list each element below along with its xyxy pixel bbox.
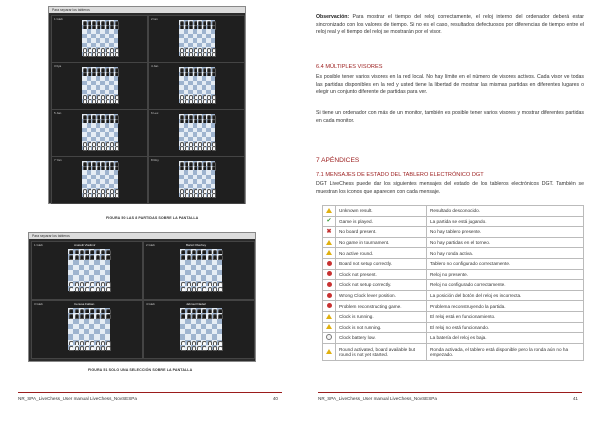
message-spanish: El reloj está en funcionamiento. — [427, 311, 584, 322]
message-english: Clock battery low. — [336, 333, 427, 344]
chess-board — [82, 114, 118, 150]
message-spanish: Ronda activada, el tablero está disponible pero la ronda aún no ha empezado. — [427, 343, 584, 360]
warning-icon — [326, 349, 332, 354]
clock-icon — [326, 334, 332, 340]
status-messages-table — [322, 205, 584, 361]
message-english: Clock is running. — [336, 311, 427, 322]
footer-doc-name: NR_SPA_LiveChess_User manual LiveChess_NovSESPa — [318, 396, 437, 401]
message-spanish: Problema reconstruyendo la partida. — [427, 301, 584, 312]
board-pane-1[interactable] — [51, 15, 148, 63]
board-pane-8[interactable] — [148, 156, 245, 204]
pane-label: 1 Gleb — [54, 17, 63, 21]
table-row — [323, 269, 584, 280]
observation-paragraph — [316, 14, 584, 37]
observation-label: Observación: — [316, 14, 350, 20]
message-english: Clock not setup correctly. — [336, 280, 427, 291]
table-row — [323, 322, 584, 333]
chess-board — [180, 249, 222, 291]
page-number: 40 — [272, 396, 278, 401]
player-name: Jabrouil Naderi — [186, 302, 207, 306]
table-row — [323, 206, 584, 217]
status-icon-cell — [323, 216, 336, 227]
warning-icon — [326, 250, 332, 255]
board-pane-3[interactable] — [51, 62, 148, 110]
status-icon-cell — [323, 269, 336, 280]
message-english: No active round. — [336, 248, 427, 259]
board-pane-4[interactable] — [148, 62, 245, 110]
message-spanish: Reloj no configurado correctamente. — [427, 280, 584, 291]
message-english: No board present. — [336, 227, 427, 238]
section-heading-7-1: 7.1 MENSAJES DE ESTADO DEL TABLERO ELECTRÓNICO DGT — [316, 172, 484, 178]
board-pane-6[interactable] — [148, 109, 245, 157]
figure-8-boards-screenshot — [48, 6, 246, 204]
pane-label: 4 Jan — [151, 64, 159, 68]
pane-label: 2 Gleb — [146, 243, 155, 247]
paragraph-multiple-monitors: Si tiene un ordenador con más de un monitor, también es posible tener varios visores y mostrar diferentes partidas en cada monitor. — [316, 110, 584, 124]
pane-label: 2 Ian — [151, 17, 158, 21]
table-row — [323, 258, 584, 269]
message-english: Wrong Clock lever position. — [336, 290, 427, 301]
chess-board — [179, 161, 215, 197]
table-row — [323, 301, 584, 312]
chess-board — [179, 114, 215, 150]
message-spanish: La batería del reloj es baja. — [427, 333, 584, 344]
message-english: Clock not present. — [336, 269, 427, 280]
chess-board — [82, 20, 118, 56]
table-row — [323, 227, 584, 238]
status-icon-cell — [323, 333, 336, 344]
table-row — [323, 248, 584, 259]
red-dot-icon — [327, 282, 332, 287]
pane-label: 1 Gleb — [34, 243, 43, 247]
message-english: Unknown result. — [336, 206, 427, 217]
status-icon-cell — [323, 343, 336, 360]
status-icon-cell — [323, 237, 336, 248]
status-icon-cell — [323, 280, 336, 291]
red-dot-icon — [327, 303, 332, 308]
message-english: Problem reconstructing game. — [336, 301, 427, 312]
pane-label: 4 Gleb — [146, 302, 155, 306]
chess-board — [179, 20, 215, 56]
chess-board — [179, 67, 215, 103]
board-pane-5[interactable] — [51, 109, 148, 157]
status-icon-cell — [323, 311, 336, 322]
warning-icon — [326, 240, 332, 245]
message-spanish: La partida se está jugando. — [427, 216, 584, 227]
status-icon-cell — [323, 322, 336, 333]
status-icon-cell — [323, 301, 336, 312]
error-x-icon: ✖ — [326, 228, 332, 235]
message-spanish: El reloj no está funcionando. — [427, 322, 584, 333]
chess-board — [68, 249, 110, 291]
section-heading-6-4: 6.4 MÚLTIPLES VISORES — [316, 64, 383, 70]
check-icon: ✔ — [326, 218, 332, 225]
message-spanish: No hay partidas en el torneo. — [427, 237, 584, 248]
board-pane-3[interactable] — [31, 300, 143, 359]
table-row — [323, 280, 584, 291]
chess-board — [180, 308, 222, 350]
board-pane-4[interactable] — [143, 300, 255, 359]
chess-board — [82, 67, 118, 103]
footer-rule — [318, 392, 582, 393]
message-english: Clock is not running. — [336, 322, 427, 333]
player-name: Cenusa Fabian — [74, 302, 95, 306]
message-spanish: La posición del botón del reloj es incorrecta. — [427, 290, 584, 301]
status-icon-cell — [323, 290, 336, 301]
message-english: Round activated, board available but round is not yet started. — [336, 343, 427, 360]
warning-icon — [326, 314, 332, 319]
figure-single-selection-screenshot — [28, 232, 256, 362]
message-spanish: Resultado desconocido. — [427, 206, 584, 217]
red-dot-icon — [327, 261, 332, 266]
table-row — [323, 216, 584, 227]
pane-label: 3 Gleb — [34, 302, 43, 306]
window-title: Para separar los tableros — [29, 233, 255, 239]
window-title: Para separar los tableros — [49, 7, 245, 13]
message-spanish: Tablero no configurado correctamente. — [427, 258, 584, 269]
message-english: Game is played. — [336, 216, 427, 227]
warning-icon — [326, 208, 332, 213]
red-dot-icon — [327, 271, 332, 276]
right-page — [300, 0, 600, 424]
red-dot-icon — [327, 293, 332, 298]
message-english: Board not setup correctly. — [336, 258, 427, 269]
chess-board — [68, 308, 110, 350]
chess-board — [82, 161, 118, 197]
pane-label: 7 Yan — [54, 158, 62, 162]
paragraph-multiple-viewers: Es posible tener varios visores en la red local. No hay límite en el número de visores activos. Cada visor ve todas las partidas disponibles en la red y usted tiene la libertad de mostrar las mismas partidas en diferentes lugares o elegir un conjunto diferente de partidas para ver. — [316, 74, 584, 96]
board-pane-2[interactable] — [143, 241, 255, 300]
message-spanish: Reloj no presente. — [427, 269, 584, 280]
table-row — [323, 290, 584, 301]
table-row — [323, 237, 584, 248]
paragraph-status-messages: DGT LiveChess puede dar los siguientes mensajes del estado de los tableros electrónicos DGT. También se muestran los iconos que aparecen con cada mensaje. — [316, 181, 584, 195]
section-heading-7: 7 APÉNDICES — [316, 157, 360, 164]
figure-caption-50: FIGURA 50 LAS 8 PARTIDAS SOBRE LA PANTALLA — [106, 216, 199, 220]
board-pane-2[interactable] — [148, 15, 245, 63]
status-icon-cell — [323, 248, 336, 259]
message-spanish: No hay tablero presente. — [427, 227, 584, 238]
footer-doc-name: NR_SPA_LiveChess_User manual LiveChess_NovSESPa — [18, 396, 137, 401]
observation-text: Para mostrar el tiempo del reloj correctamente, el reloj interno del ordenador deberá estar sincronizado con los valores de tiempo. Si no es el caso, resultados defectuosos por diferencias de tiempo entre el reloj real y el tiempo del reloj se mostrarán por el visor. — [316, 14, 584, 36]
pane-label: 5 Jan — [54, 111, 62, 115]
pane-label: 6 Lex — [151, 111, 159, 115]
table-row — [323, 311, 584, 322]
pane-label: 8 Roy — [151, 158, 159, 162]
table-row — [323, 333, 584, 344]
player-name: Bartol Oberbey — [186, 243, 207, 247]
board-pane-1[interactable] — [31, 241, 143, 300]
warning-icon — [326, 324, 332, 329]
board-pane-7[interactable] — [51, 156, 148, 204]
status-icon-cell — [323, 227, 336, 238]
footer-rule — [18, 392, 282, 393]
status-icon-cell — [323, 206, 336, 217]
status-icon-cell — [323, 258, 336, 269]
message-spanish: No hay ronda activa. — [427, 248, 584, 259]
pane-label: 3 Ilya — [54, 64, 62, 68]
page-number: 41 — [572, 396, 578, 401]
player-name: Anatolii Vladimir — [74, 243, 96, 247]
table-row — [323, 343, 584, 360]
message-english: No game in tournament. — [336, 237, 427, 248]
figure-caption-51: FIGURA 51 SOLO UNA SELECCIÓN SOBRE LA PANTALLA — [88, 368, 193, 372]
